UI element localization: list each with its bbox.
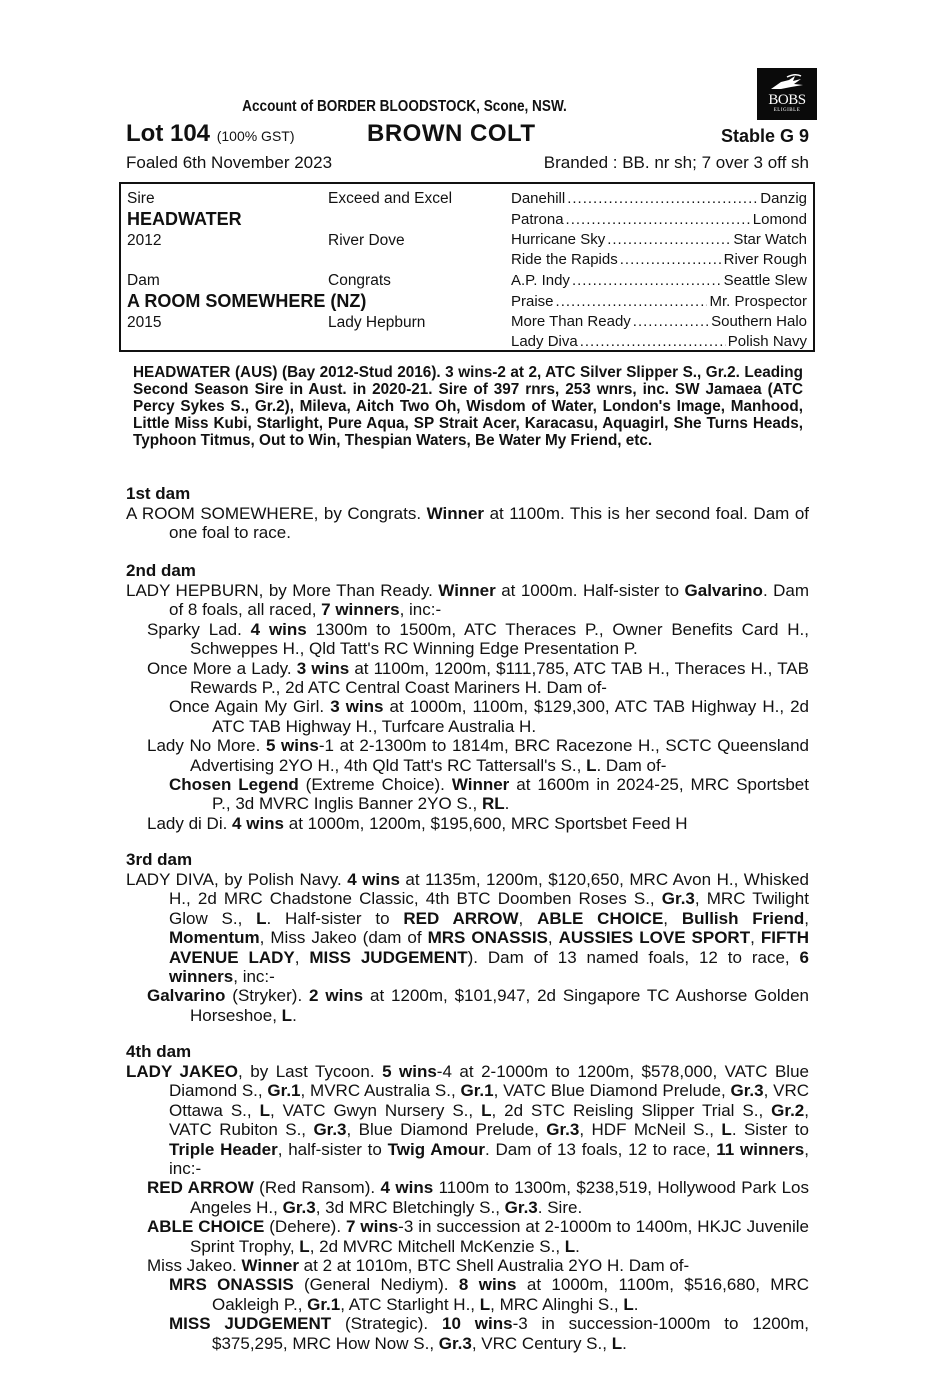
- pedigree-entry: Galvarino (Stryker). 2 wins at 1200m, $101,947, 2d Singapore TC Aushorse Golden Horseshoe, L.: [147, 986, 809, 1025]
- ancestor-sire: Seattle Slew: [723, 272, 807, 289]
- ancestor: A.P. Indy: [511, 272, 570, 289]
- lot-label: Lot 104: [126, 120, 211, 147]
- bobs-eligible-logo: [757, 68, 817, 120]
- second-dam-section: [126, 561, 809, 833]
- pedigree-table: [119, 182, 815, 352]
- sire-label: Sire: [127, 190, 155, 207]
- sire-year: 2012: [127, 232, 162, 249]
- horse-description: BROWN COLT: [367, 120, 536, 147]
- gst-note: (100% GST): [216, 128, 295, 144]
- dam-name: A ROOM SOMEWHERE (NZ): [127, 291, 367, 311]
- pedigree-entry: Lady No More. 5 wins-1 at 2-1300m to 1814m, BRC Racezone H., SCTC Queensland Advertising 2YO H., 4th Qld Tatt's RC Tattersall's S., L. Dam of-: [147, 736, 809, 775]
- logo-text: BOBS: [768, 92, 806, 108]
- pedigree-entry: Once Again My Girl. 3 wins at 1000m, 1100m, $129,300, ATC TAB Highway H., 2d ATC TAB Highway H., Turfcare Australia H.: [169, 697, 810, 736]
- foaled-date: Foaled 6th November 2023: [126, 153, 333, 172]
- pedigree-entry: LADY HEPBURN, by More Than Ready. Winner at 1000m. Half-sister to Galvarino. Dam of 8 foals, all raced, 7 winners, inc:-: [126, 581, 809, 620]
- dam-label: Dam: [127, 272, 160, 289]
- stable-location: Stable G 9: [720, 126, 809, 146]
- sire-dam: River Dove: [328, 232, 405, 249]
- ancestor-sire: Southern Halo: [711, 313, 807, 330]
- pedigree-entry: Miss Jakeo. Winner at 2 at 1010m, BTC Shell Australia 2YO H. Dam of-: [147, 1256, 690, 1276]
- third-dam-section: [126, 850, 809, 1025]
- pedigree-entry: A ROOM SOMEWHERE, by Congrats. Winner at 1100m. This is her second foal. Dam of one foal to race.: [126, 504, 809, 543]
- dam-dam: Lady Hepburn: [328, 314, 426, 331]
- logo-subtext: ELIGIBLE: [773, 108, 801, 113]
- pedigree-entry: LADY DIVA, by Polish Navy. 4 wins at 1135m, 1200m, $120,650, MRC Avon H., Whisked H., 2d MRC Chadstone Classic, 4th BTC Doomben Roses S., Gr.3, MRC Twilight Glow S., L. Half-sister to RED ARROW, ABLE CHOICE, Bullish Friend, Momentum, Miss Jakeo (dam of MRS ONASSIS, AUSSIES LOVE SPORT, FIFTH AVENUE LADY, MISS JUDGEMENT). Dam of 13 named foals, 12 to race, 6 winners, inc:-: [126, 870, 809, 987]
- pedigree-entry: RED ARROW (Red Ransom). 4 wins 1100m to 1300m, $238,519, Hollywood Park Los Angeles H., Gr.3, 3d MRC Bletchingly S., Gr.3. Sire.: [147, 1178, 810, 1217]
- sire-name: HEADWATER: [127, 209, 242, 229]
- pedigree-entry: Chosen Legend (Extreme Choice). Winner at 1600m in 2024-25, MRC Sportsbet P., 3d MVRC Inglis Banner 2YO S., RL.: [169, 775, 809, 814]
- ancestor: Hurricane Sky: [511, 231, 606, 248]
- pedigree-grandparents-row: [511, 251, 807, 268]
- sire-sire: Exceed and Excel: [328, 190, 453, 207]
- pedigree-entry: Lady di Di. 4 wins at 1000m, 1200m, $195,600, MRC Sportsbet Feed H: [147, 813, 688, 833]
- section-entries: [126, 1062, 809, 1353]
- ancestor-sire: Polish Navy: [727, 333, 807, 350]
- ancestor: Praise: [511, 293, 554, 310]
- pedigree-grandparents-row: [511, 272, 807, 289]
- pedigree-entry: LADY JAKEO, by Last Tycoon. 5 wins-4 at 2-1000m to 1200m, $578,000, VATC Blue Diamond S., Gr.1, MVRC Australia S., Gr.1, VATC Blue Diamond Prelude, Gr.3, VRC Ottawa S., L, VATC Gwyn Nursery S., L, 2d STC Reisling Slipper Trial S., Gr.2, VATC Rubiton S., Gr.3, Blue Diamond Prelude, Gr.3, HDF McNeil S., L. Sister to Triple Header, half-sister to Twig Amour. Dam of 13 foals, 12 to race, 11 winners, inc:-: [126, 1062, 810, 1179]
- lot-number: [126, 120, 295, 148]
- pedigree-entry: Sparky Lad. 4 wins 1300m to 1500m, ATC Theraces P., Owner Benefits Card H., Schweppes H., Qld Tatt's RC Winning Edge Presentation P.: [147, 619, 809, 659]
- pedigree-grandparents-row: [511, 313, 807, 330]
- section-heading: 2nd dam: [126, 561, 196, 580]
- ancestor: Ride the Rapids: [511, 251, 618, 268]
- ancestor-sire: Lomond: [752, 211, 807, 228]
- ancestor-sire: Mr. Prospector: [709, 293, 807, 310]
- pedigree-grandparents-row: [511, 231, 807, 248]
- vendor-account: Account of BORDER BLOODSTOCK, Scone, NSW.: [242, 98, 567, 115]
- fourth-dam-section: [126, 1042, 809, 1353]
- ancestor: More Than Ready: [511, 313, 631, 330]
- pedigree-entry: MISS JUDGEMENT (Strategic). 10 wins-3 in succession-1000m to 1200m, $375,295, MRC How Now S., Gr.3, VRC Century S., L.: [169, 1314, 809, 1353]
- dam-year: 2015: [127, 314, 162, 331]
- ancestor-sire: River Rough: [723, 251, 807, 268]
- pedigree-grandparents-row: [511, 293, 807, 310]
- lot-header: [126, 120, 809, 150]
- horse-head-icon: [767, 73, 807, 93]
- first-dam-section: [126, 484, 809, 543]
- ancestor: Danehill: [511, 190, 566, 207]
- ancestor: Lady Diva: [511, 333, 578, 350]
- ancestor: Patrona: [511, 211, 564, 228]
- dam-sire: Congrats: [328, 272, 391, 289]
- section-heading: 3rd dam: [126, 850, 193, 869]
- section-entries: [126, 870, 809, 1025]
- pedigree-grandparents-row: [511, 190, 807, 207]
- pedigree-grandparents-row: [511, 333, 807, 350]
- sire-summary: HEADWATER (AUS) (Bay 2012-Stud 2016). 3 wins-2 at 2, ATC Silver Slipper S., Gr.2. Leading Second Season Sire in Aust. in 2020-21. Sire of 397 rnrs, 253 wnrs, inc. SW Jamaea (ATC Percy Sykes S., Gr.2), Mileva, Aitch Two Oh, Wisdom of Water, London's Image, Manhood, Little Miss Kubi, Starlight, Pure Aqua, SP Strait Acer, Karacasu, Aquagirl, She Turns Heads, Typhoon Titmus, Out to Win, Thespian Waters, Be Water My Friend, etc.: [133, 364, 803, 449]
- ancestor-sire: Star Watch: [733, 231, 807, 248]
- section-entries: [126, 581, 809, 833]
- brand-marks: Branded : BB. nr sh; 7 over 3 off sh: [543, 153, 809, 172]
- ancestor-sire: Danzig: [760, 190, 807, 207]
- section-heading: 1st dam: [126, 484, 191, 503]
- pedigree-grandparents-row: [511, 211, 807, 228]
- section-entries: [126, 504, 809, 543]
- pedigree-entry: Once More a Lady. 3 wins at 1100m, 1200m, $111,785, ATC TAB H., Theraces H., TAB Rewards P., 2d ATC Central Coast Mariners H. Dam of-: [147, 658, 809, 698]
- section-heading: 4th dam: [126, 1042, 192, 1061]
- pedigree-entry: ABLE CHOICE (Dehere). 7 wins-3 in succession at 2-1000m to 1400m, HKJC Juvenile Sprint Trophy, L, 2d MVRC Mitchell McKenzie S., L.: [147, 1217, 809, 1256]
- pedigree-entry: MRS ONASSIS (General Nediym). 8 wins at 1000m, 1100m, $516,680, MRC Oakleigh P., Gr.1, ATC Starlight H., L, MRC Alinghi S., L.: [169, 1275, 809, 1314]
